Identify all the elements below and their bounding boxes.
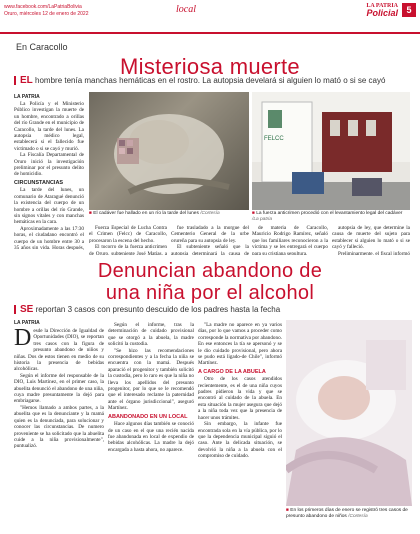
paragraph: autopsia de ley, que determine la causa de muerte del sujeto para establecer si alguien lo mató o si se cayó y falleció. — [332, 225, 410, 251]
article1-caption1: ■ El cadáver fue hallado en un río la tarde del lunes /Cortesía — [89, 211, 220, 216]
lead-bar — [14, 76, 16, 85]
brand-section: Policial — [366, 8, 398, 18]
edition-date: Oruro, miércoles 12 de enero de 2022 — [4, 11, 89, 17]
article1-title: Misteriosa muerte — [120, 54, 300, 79]
caption-text: El cadáver fue hallado en un río la tarde del lunes — [93, 211, 199, 216]
street-photo — [252, 92, 410, 210]
paragraph: Otro de los casos atendidos recientemente, es el de una niña cuyos padres pidieron la vida y que se encontró al cuidado de la abuela. En esta situación la mujer asegura que dejó a la niña toda vez que la presencia de hacer unos trámites. — [198, 376, 282, 421]
paragraph: El tocorro de la fuerza anticrimen de Oruro, subteniente José Matías, a — [89, 244, 167, 255]
lead-text: reportan 3 casos con presunto descuido de los padres hasta la fecha — [35, 305, 281, 314]
brand-name: LA PATRIA — [366, 3, 398, 9]
paragraph: La tarde del lunes, un comunario de Ataragué denunció la existencia del cuerpo de un hombre a orillas del río Grande, sin signos vitales y con manchas hemáticas en la cara. — [14, 187, 84, 226]
paragraph: esde la Dirección de Igualdad de Oportunidades (DIO), se reportan tres casos con la figura de presunto abandono de niños y niñas. Dos de estos tienen en medio de su historia la presencia de bebidas alcohólicas. — [14, 328, 104, 373]
page-number: 5 — [402, 3, 416, 17]
article1-lead — [14, 75, 385, 86]
subhead: CIRCUNSTANCIAS — [14, 179, 64, 186]
facebook-link[interactable]: www.facebook.com/LaPatriaBolivia — [4, 4, 82, 10]
paragraph: "Se hizo las recomendaciones correspondientes y a la fecha la niña se encuentra con la mamá. Después aparació el progenitor y también solicitó la custodia, pero lo raro es que la niña no lleva los apellidos del presunto progenitor, por lo que se le recomendó que el interesado reclame la paternidad ante el órgano jurisdiccional", aseguró Martínez. — [108, 347, 194, 412]
caption-text: En los primeros días de enero se registró tres casos de presunto abandono de niños — [286, 508, 408, 519]
paragraph: "Hemos llamado a ambos partes, a la abuelita que es la denunciante y la mamá quien es la denunciada, para solucionar y conocer las circunstancias. De numero proveniente se ha solicitado que la abuelita cuide a la niña provisionalmente", puntualizó. — [14, 404, 104, 450]
paragraph: Fuerza Especial de Lucha Contra el Crimen (Felcc) de Caracollo, procesaron la escena del hecho. — [89, 225, 167, 244]
article1-photo1 — [89, 92, 249, 210]
paragraph: Aproximadamente a las 17:30 horas, el ciudadano encontró el cuerpo de un hombre entre 30 a 35 años sin vida. Horas después, — [14, 225, 84, 251]
photo-credit: /Cortesía — [348, 514, 368, 519]
article1-col5 — [332, 225, 410, 255]
title-line1: Denuncian abandono de — [97, 260, 323, 282]
article2-col1 — [14, 328, 104, 528]
article2-col3 — [198, 322, 282, 528]
dropcap: D — [14, 328, 32, 351]
article1-col2 — [89, 225, 167, 255]
article1-col4 — [252, 225, 328, 255]
page-header — [0, 0, 420, 34]
body-photo — [89, 92, 249, 210]
lead-tag: SE — [20, 304, 34, 315]
paragraph: Sin embargo, la infante fue encontrada sola en la vía pública, por lo que la dependencia municipal siguió el caso. Ante la delicada situación, se devolvió la niña a la abuela con el compromiso de cuidado. — [198, 421, 282, 460]
article1-caption2: ■ La fuerza anticrimen procedió con el levantamiento legal del cadáver /La patria — [252, 211, 403, 222]
subhead: ABANDONADO EN UN LOCAL — [108, 413, 188, 420]
paragraph: Preliminarmente, el fiscal informó — [338, 250, 410, 255]
article1-col1 — [14, 101, 84, 251]
article2-lead — [14, 304, 280, 315]
subhead: A CARGO DE LA ABUELA — [198, 368, 266, 375]
paragraph: fue trasladado a la morgue del Cementerio General de la urbe orureña para su autopsia de ley. — [171, 225, 249, 244]
brand-logo — [366, 3, 398, 18]
paragraph: Hace algunos días también se conoció de un caso en el que una recién nacida fue abandonada en local de expendio de bebidas alcohólicas. La madre la dejó encargada a hasta ahora, no aparece. — [108, 421, 194, 453]
article1-kicker: En Caracollo — [16, 42, 68, 52]
paragraph: Según el informe del responsable de la DIO, Luis Martínez, en el primer caso, la abuelita denunció el abandono de una niña, cuya madre presuntamente la dejó para embriagarse. — [14, 372, 104, 405]
felcc-sign: FELCC — [264, 136, 284, 142]
title-line2: una niña por el alcohol — [105, 282, 315, 304]
paragraph: Según el informe, tras la determinación de cuidado provisional que se otorgó a la abuela, la madre solicitó la custodia. — [108, 322, 194, 348]
article1-col3 — [171, 225, 249, 255]
paragraph: La Policía y el Ministerio Público investigan la muerte de un hombre, encontrado a orillas del río Grande en el municipio de Caracollo, la tarde del lunes. La autopsia médico legal, establecerá si el fallecido fue victimado o si se cayó y murió. — [14, 101, 84, 152]
paragraph: La Fiscalía Departamental de Oruro inició la investigación preliminar por el presunto delito de homicidio. — [14, 152, 84, 178]
article1-byline: LA PATRIA — [14, 94, 40, 100]
lead-bar — [14, 305, 16, 314]
article2-caption: ■ En los primeros días de enero se registró tres casos de presunto abandono de niños /Cortesía — [286, 508, 408, 519]
photo-credit: /Cortesía — [200, 211, 220, 216]
lead-tag: EL — [20, 75, 33, 86]
article2-byline: LA PATRIA — [14, 320, 40, 326]
photo-credit: /La patria — [252, 217, 273, 222]
article2-col2 — [108, 322, 194, 528]
lead-text: hombre tenía manchas hemáticas en el rostro. La autopsia develará si alguien lo mató o si se cayó — [35, 76, 386, 85]
paragraph: El subteniente señaló que la autopsia determinará la causa de — [171, 244, 249, 255]
article1-photo2 — [252, 92, 410, 210]
baby-photo — [286, 320, 412, 506]
caption-text: La fuerza anticrimen procedió con el levantamiento legal del cadáver — [256, 211, 403, 216]
section-label: local — [176, 4, 196, 15]
paragraph: de materia de Caracollo, Mauricio Rodrigo Ramírez, señaló que los familiares reconocieron a la víctima y se les entregará el cuerpo para su cristiana sepultura. — [252, 225, 328, 255]
article2-photo — [286, 320, 412, 506]
article2-title — [0, 260, 420, 304]
paragraph: "La madre no aparece en ya varios días, por lo que vamos a proceder como corresponde la normativa por abandono. En ese entonces la tía se apersonó y se le dio cuidado provisional, pero ahora se pudo está ligado-de Chile", informó Martínez. — [198, 322, 282, 367]
